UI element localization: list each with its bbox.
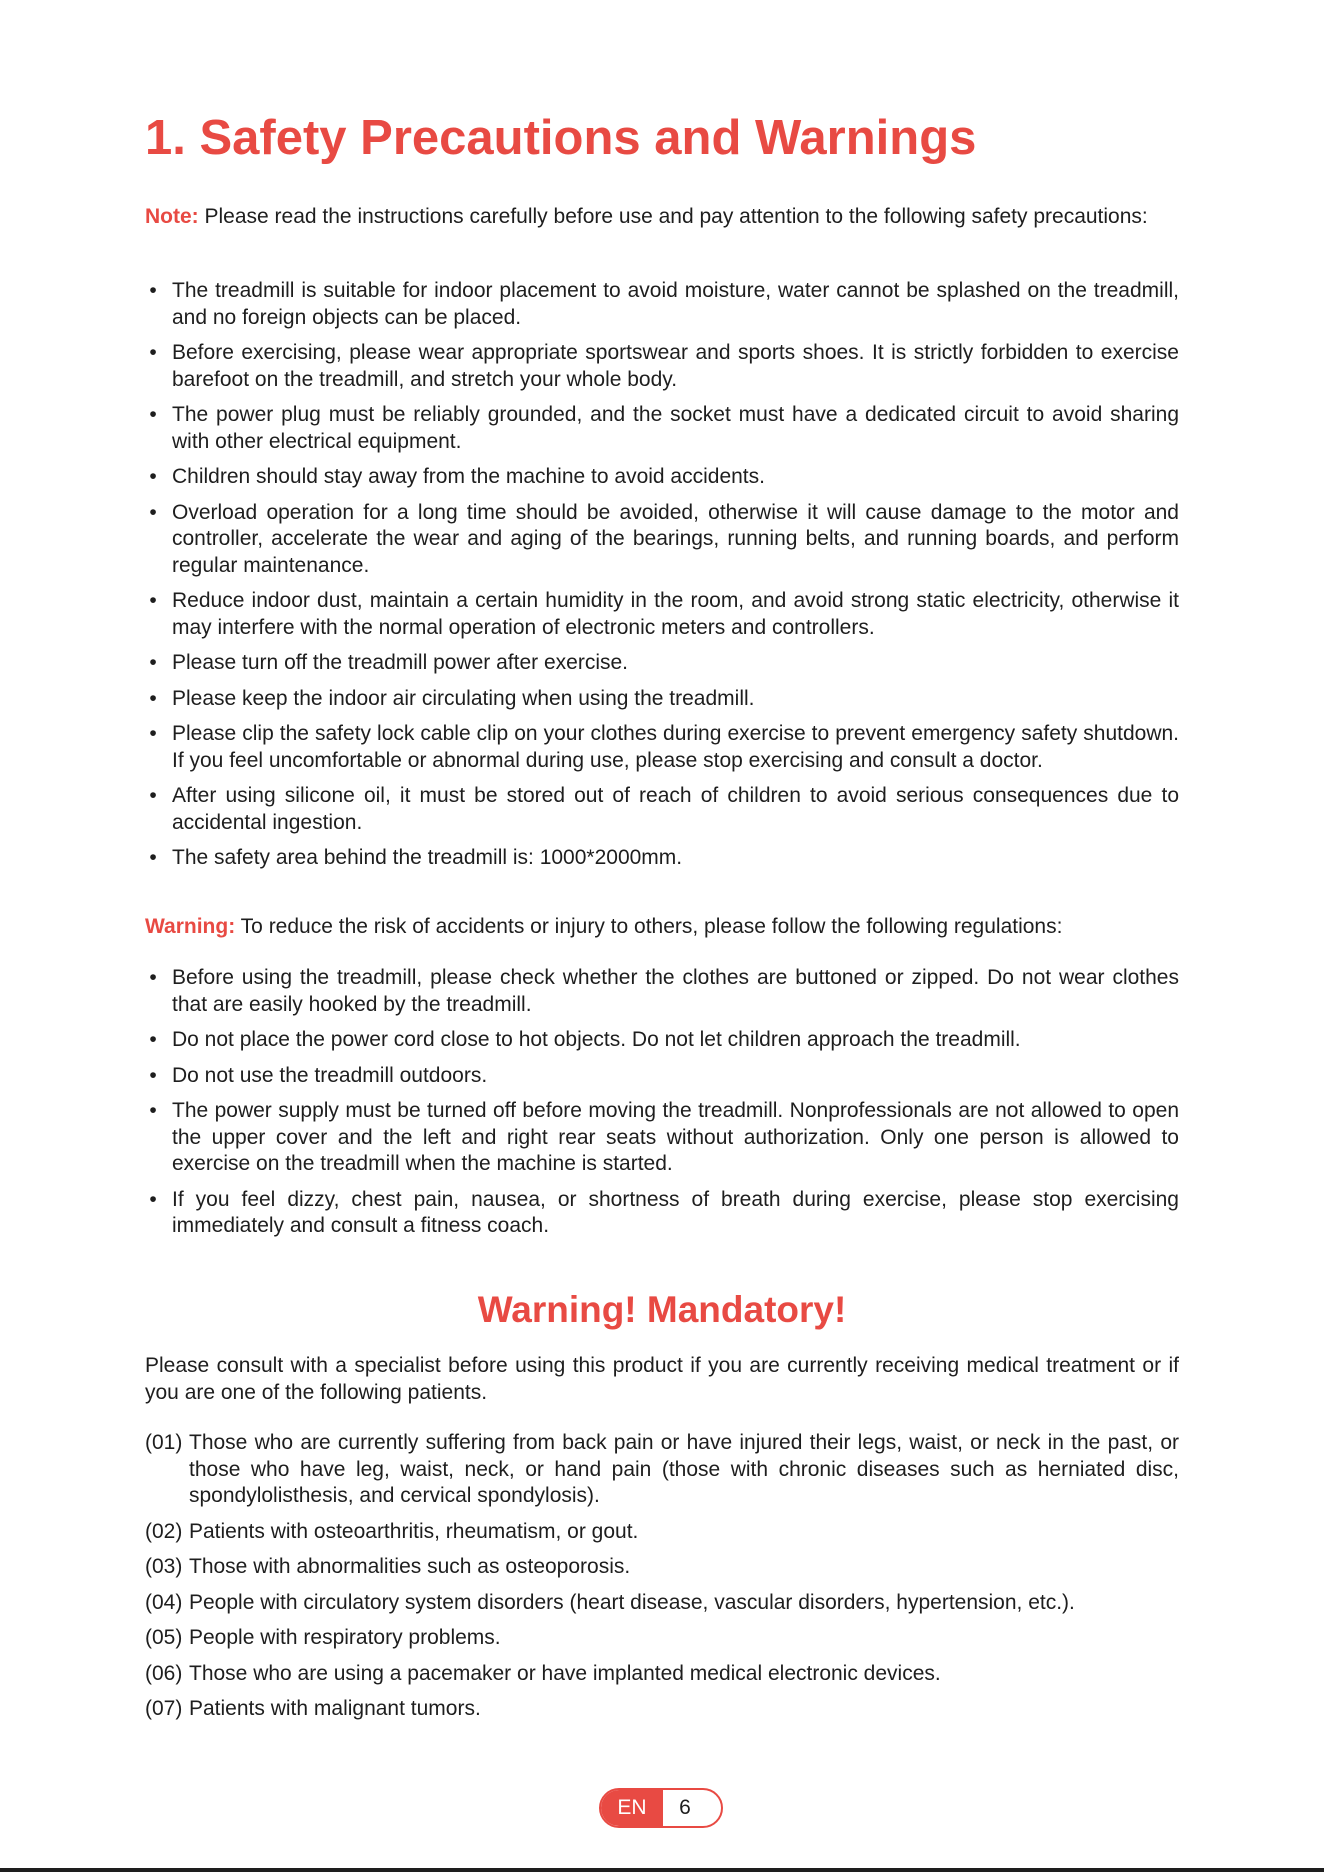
list-item [145, 965, 1179, 1018]
bullet-icon: • [149, 500, 157, 524]
list-item [145, 1430, 1179, 1510]
item-number: (02) [145, 1519, 183, 1543]
list-item [145, 650, 1179, 677]
list-item [145, 1696, 1179, 1723]
list-item [145, 402, 1179, 455]
list-item-text: Please turn off the treadmill power after exercise. [172, 651, 629, 674]
item-number: (07) [145, 1697, 183, 1720]
mandatory-intro: Please consult with a specialist before using this product if you are currently receiving medical treatment or if you are one of the following patients. [145, 1354, 1179, 1404]
list-item [145, 1554, 1179, 1581]
list-item [145, 464, 1179, 491]
safety-precautions-list [145, 278, 1179, 881]
bullet-icon: • [149, 686, 157, 710]
page-number: 6 [679, 1796, 691, 1819]
bullet-icon: • [149, 589, 157, 612]
list-item-text: Those who are using a pacemaker or have implanted medical electronic devices. [189, 1661, 941, 1685]
list-item [145, 340, 1179, 393]
list-item-text: Do not use the treadmill outdoors. [172, 1063, 488, 1087]
list-item-text: People with circulatory system disorders (heart disease, vascular disorders, hypertension, etc.). [189, 1590, 1075, 1614]
list-item-text: People with respiratory problems. [189, 1626, 501, 1649]
list-item [145, 721, 1179, 774]
list-item-text: If you feel dizzy, chest pain, nausea, or shortness of breath during exercise, please stop exercising immediately and consult a fitness coach. [172, 1187, 1179, 1237]
list-item-text: Please clip the safety lock cable clip on your clothes during exercise to prevent emergency safety shutdown. If you feel uncomfortable or abnormal during use, please stop exercising and consult a doctor. [172, 722, 1179, 772]
list-item-text: The power plug must be reliably grounded, and the socket must have a dedicated circuit to avoid sharing with other electrical equipment. [172, 403, 1179, 453]
note-text: Please read the instructions carefully before use and pay attention to the following safety precautions: [198, 205, 1148, 228]
list-item [145, 1625, 1179, 1652]
list-item [145, 845, 1179, 872]
warning-paragraph [145, 914, 1179, 941]
bullet-icon: • [149, 846, 157, 869]
item-number: (06) [145, 1661, 183, 1685]
note-label: Note: [145, 205, 199, 228]
list-item-text: After using silicone oil, it must be stored out of reach of children to avoid serious consequences due to accidental ingestion. [172, 784, 1179, 834]
language-label: EN [601, 1790, 663, 1826]
item-number: (04) [145, 1590, 183, 1614]
bullet-icon: • [149, 651, 157, 674]
item-number: (05) [145, 1626, 183, 1649]
bullet-icon: • [149, 722, 157, 745]
bullet-icon: • [149, 465, 157, 488]
list-item [145, 1063, 1179, 1090]
mandatory-heading: Warning! Mandatory! [477, 1289, 847, 1330]
list-item [145, 1098, 1179, 1178]
list-item-text: The power supply must be turned off before moving the treadmill. Nonprofessionals are not allowed to open the upper cover and the left and right rear seats without authorization. Only one person is allowed to exercise on the treadmill when the machine is started. [172, 1099, 1179, 1175]
list-item-text: The safety area behind the treadmill is: 1000*2000mm. [172, 846, 683, 869]
bullet-icon: • [149, 341, 157, 364]
list-item-text: Overload operation for a long time should be avoided, otherwise it will cause damage to the motor and controller, accelerate the wear and aging of the bearings, running belts, and running boards, and perform regular maintenance. [172, 500, 1179, 577]
note-paragraph [145, 204, 1179, 231]
list-item [145, 278, 1179, 331]
bullet-icon: • [149, 1028, 157, 1051]
list-item-text: The treadmill is suitable for indoor placement to avoid moisture, water cannot be splashed on the treadmill, and no foreign objects can be placed. [172, 279, 1179, 329]
bullet-icon: • [149, 1063, 157, 1087]
list-item [145, 500, 1179, 580]
warning-regulations-list [145, 965, 1179, 1249]
list-item-text: Those with abnormalities such as osteoporosis. [189, 1555, 631, 1578]
bullet-icon: • [149, 1099, 157, 1122]
list-item-text: Please keep the indoor air circulating when using the treadmill. [172, 686, 755, 710]
list-item-text: Those who are currently suffering from back pain or have injured their legs, waist, or neck in the past, or those who have leg, waist, neck, or hand pain (those with chronic diseases such as herniated disc, spondylolisthesis, and cervical spondylosis). [189, 1431, 1179, 1507]
bullet-icon: • [149, 403, 157, 426]
list-item [145, 686, 1179, 713]
bullet-icon: • [149, 279, 157, 302]
list-item [145, 783, 1179, 836]
list-item-text: Children should stay away from the machine to avoid accidents. [172, 465, 765, 488]
item-number: (03) [145, 1555, 183, 1578]
list-item-text: Reduce indoor dust, maintain a certain humidity in the room, and avoid strong static electricity, otherwise it may interfere with the normal operation of electronic meters and controllers. [172, 589, 1179, 639]
bullet-icon: • [149, 966, 157, 989]
list-item-text: Patients with osteoarthritis, rheumatism, or gout. [189, 1519, 639, 1543]
page-title: 1. Safety Precautions and Warnings [145, 111, 977, 165]
page-badge [599, 1788, 723, 1828]
bottom-divider [0, 1868, 1324, 1872]
warning-text: To reduce the risk of accidents or injury to others, please follow the following regulations: [235, 915, 1063, 938]
warning-label: Warning: [145, 915, 236, 938]
list-item [145, 1590, 1179, 1617]
bullet-icon: • [149, 1187, 157, 1211]
list-item [145, 1661, 1179, 1688]
bullet-icon: • [149, 784, 157, 807]
list-item-text: Patients with malignant tumors. [189, 1697, 481, 1720]
patient-conditions-list [145, 1430, 1179, 1732]
item-number: (01) [145, 1431, 183, 1454]
list-item [145, 1187, 1179, 1240]
list-item-text: Do not place the power cord close to hot objects. Do not let children approach the treadmill. [172, 1028, 1021, 1051]
list-item-text: Before exercising, please wear appropriate sportswear and sports shoes. It is strictly forbidden to exercise barefoot on the treadmill, and stretch your whole body. [172, 341, 1179, 391]
list-item [145, 1027, 1179, 1054]
list-item [145, 588, 1179, 641]
list-item-text: Before using the treadmill, please check whether the clothes are buttoned or zipped. Do not wear clothes that are easily hooked by the treadmill. [172, 966, 1179, 1016]
list-item [145, 1519, 1179, 1546]
